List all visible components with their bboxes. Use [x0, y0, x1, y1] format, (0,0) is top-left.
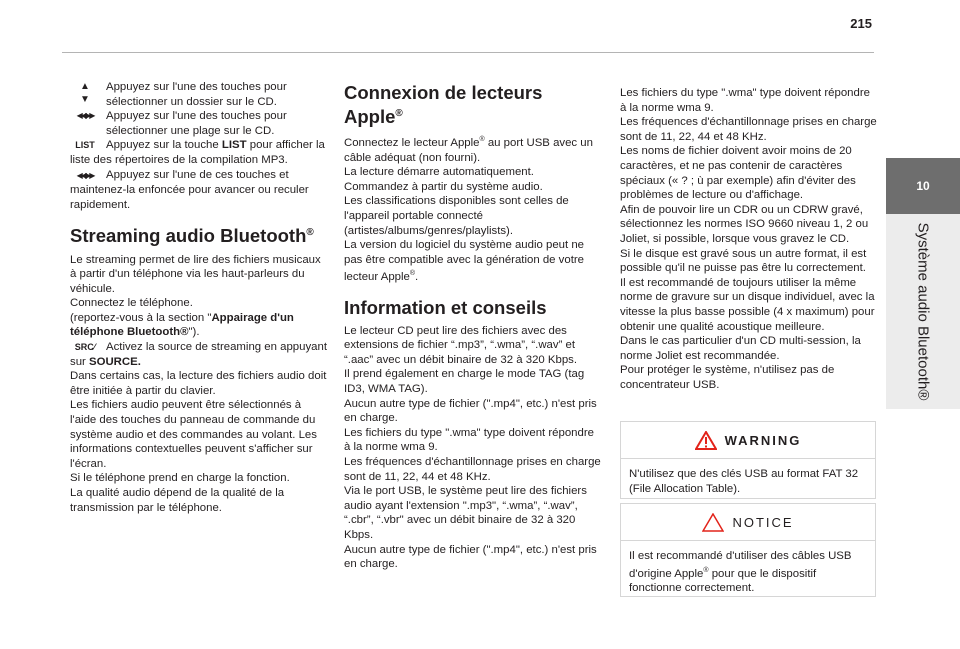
paragraph: Commandez à partir du système audio. — [344, 180, 543, 193]
src-icon: SRC⁄ — [74, 342, 96, 353]
paragraph: Les classifications disponibles sont celles de l'appareil portable connecté (artistes/albums/genres/playlists). — [344, 195, 569, 237]
paragraph: La qualité audio dépend de la qualité de la transmission par le téléphone. — [70, 487, 285, 514]
chapter-tab-number[interactable]: 10 — [886, 158, 960, 214]
section-heading: Information et conseils — [344, 296, 547, 318]
warning-title: WARNING — [724, 432, 802, 448]
list-icon: LIST — [75, 140, 95, 151]
list-item: LIST Appuyez sur la touche LIST pour afficher la liste des répertoires de la compilation MP3. — [70, 139, 325, 166]
paragraph: Connectez le téléphone. — [70, 297, 193, 310]
paragraph: Connectez le lecteur Apple® au port USB avec un câble adéquat (non fourni). — [344, 136, 593, 164]
paragraph: Les fichiers audio peuvent être sélectionnés à l'aide des touches du panneau de commande du système audio et des commandes au volant. Les informations contextuelles peuvent s'afficher sur l'écran. — [70, 399, 317, 470]
section-heading: Streaming audio Bluetooth® — [70, 225, 314, 247]
header-divider — [62, 52, 874, 53]
paragraph: Les fréquences d'échantillonnage prises en charge sont de 11, 22, 44 et 48 KHz. — [620, 116, 877, 143]
column-2 — [344, 80, 602, 572]
notice-header — [621, 504, 875, 541]
list-item — [70, 109, 328, 138]
paragraph: Les noms de fichier doivent avoir moins de 20 caractères, et ne pas contenir de caractères spéciaux (« ? ; ù par exemple) afin d'éviter des problèmes de lecture ou d'affichage. — [620, 145, 856, 202]
warning-text: N'utilisez que des clés USB au format FAT 32 (File Allocation Table). — [629, 468, 859, 495]
paragraph: Le streaming permet de lire des fichiers musicaux à partir d'un téléphone via les haut-parleurs du véhicule. — [70, 253, 321, 295]
paragraph: Via le port USB, le système peut lire des fichiers audio ayant l'extension ".mp3", “.wma”, “.wav”, “.cbr”, “.vbr" avec un débit binaire de 32 à 320 Kbps. — [344, 485, 587, 541]
rewind-forward-icon: ◀◀ ▶▶ — [76, 111, 94, 121]
notice-icon — [702, 513, 724, 532]
paragraph: Si le téléphone prend en charge la fonction. — [70, 472, 290, 485]
column-1 — [70, 80, 328, 515]
chapter-tab-title — [886, 214, 960, 409]
paragraph: Les fichiers du type ".wma" type doivent répondre à la norme wma 9. — [620, 87, 870, 114]
notice-text: Il est recommandé d'utiliser des câbles USB d'origine Apple® pour que le dispositif fonctionne correctement. — [629, 550, 852, 594]
item-text: Appuyez sur l'une des touches pour sélectionner une plage sur le CD. — [106, 110, 287, 137]
paragraph: Les fréquences d'échantillonnage prises en charge sont de 11, 22, 44 et 48 KHz. — [344, 456, 601, 483]
list-item — [70, 80, 328, 109]
paragraph: Aucun autre type de fichier (".mp4", etc.) n'est pris en charge. — [344, 397, 597, 425]
paragraph: Le lecteur CD peut lire des fichiers avec des extensions de fichier “.mp3”, “.wma”, “.wav” et “.aac” avec un débit binaire de 32 à 320 Kbps. — [344, 324, 578, 366]
paragraph: Il est recommandé de toujours utiliser la même norme de gravure sur un disque individuel, avec la vitesse la plus basse possible (4 x maximum) pour obtenir une qualité acoustique meilleure. — [620, 276, 875, 333]
notice-title: NOTICE — [732, 514, 794, 530]
column-3 — [620, 86, 878, 392]
paragraph: Aucun autre type de fichier (".mp4", etc.) n'est pris en charge. — [344, 543, 597, 571]
paragraph: Afin de pouvoir lire un CDR ou un CDRW gravé, sélectionnez les normes ISO 9660 niveau 1, 2 ou Joliet, si possible, lorsque vous gravez le CD. — [620, 203, 869, 245]
list-item: ◀◀ ▶▶ Appuyez sur l'une de ces touches et maintenez-la enfoncée pour avancer ou reculer rapidement. — [70, 168, 309, 211]
paragraph: Pour protéger le système, n'utilisez pas de concentrateur USB. — [620, 364, 835, 391]
chapter-title-text: Système audio Bluetooth® — [914, 222, 932, 401]
item-text: Appuyez sur l'une des touches pour sélectionner un dossier sur le CD. — [106, 81, 287, 108]
page-number: 215 — [850, 16, 872, 31]
up-down-arrows-icon: ▲ ▼ — [80, 81, 90, 105]
notice-box — [620, 503, 876, 597]
paragraph: Dans certains cas, la lecture des fichiers audio doit être initiée à partir du clavier. — [70, 370, 327, 397]
section-heading: Connexion de lecteurs Apple® — [344, 82, 543, 128]
paragraph: La lecture démarre automatiquement. — [344, 166, 534, 179]
paragraph: Il prend également en charge le mode TAG (tag ID3, WMA TAG). — [344, 368, 585, 396]
list-item: SRC⁄ Activez la source de streaming en appuyant sur SOURCE. — [70, 341, 327, 368]
section-link[interactable]: Appairage d'un téléphone Bluetooth® — [70, 311, 294, 339]
paragraph: La version du logiciel du système audio peut ne pas être compatible avec la génération de votre lecteur Apple®. — [344, 239, 584, 284]
warning-box — [620, 421, 876, 499]
rewind-forward-icon: ◀◀ ▶▶ — [76, 170, 94, 180]
paragraph: Les fichiers du type ".wma" type doivent répondre à la norme wma 9. — [344, 426, 594, 454]
paragraph: Dans le cas particulier d'un CD multi-session, la norme Joliet est recommandée. — [620, 335, 861, 362]
warning-icon — [695, 431, 717, 450]
paragraph: (reportez-vous à la section "Appairage d'un téléphone Bluetooth®"). — [70, 311, 294, 339]
paragraph: Si le disque est gravé sous un autre format, il est possible qu'il ne puisse pas être lu correctement. — [620, 247, 867, 275]
warning-header — [621, 422, 875, 459]
